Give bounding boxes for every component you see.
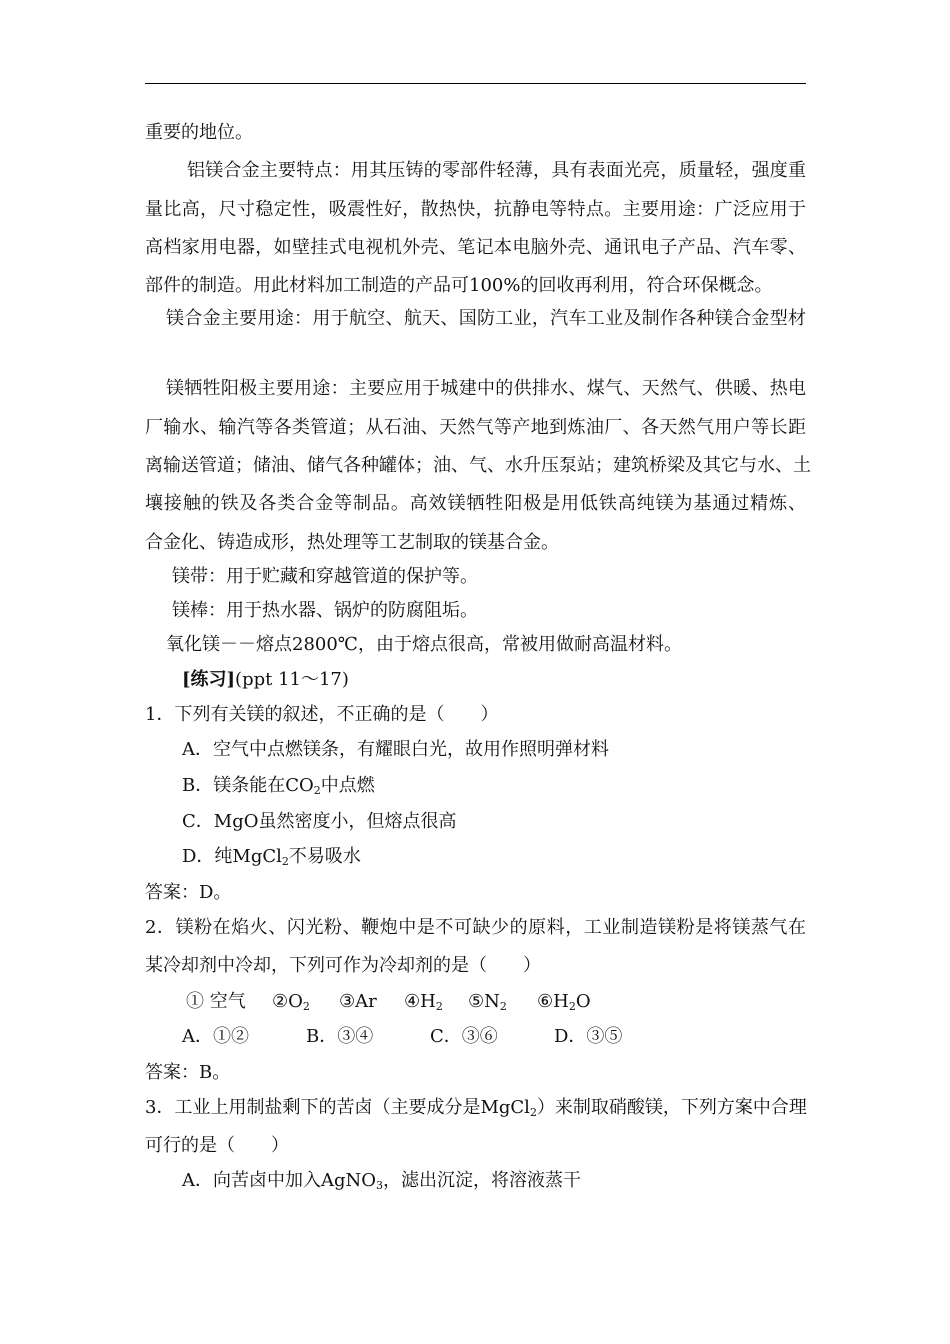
question-1-stem: 1．下列有关镁的叙述，不正确的是（ ） (145, 704, 499, 725)
paragraph-line: 离输送管道；储油、储气各种罐体；油、气、水升压泵站；建筑桥梁及其它与水、土 (145, 455, 811, 476)
paragraph-line: 氧化镁－－熔点2800℃，由于熔点很高，常被用做耐高温材料。 (166, 634, 682, 655)
q1-answer: 答案：D。 (145, 882, 232, 903)
paragraph-line: 镁牺牲阳极主要用途：主要应用于城建中的供排水、煤气、天然气、供暖、热电 (166, 378, 806, 399)
paragraph-line: 高档家用电器，如壁挂式电视机外壳、笔记本电脑外壳、通讯电子产品、汽车零、 (145, 237, 806, 258)
paragraph-line: 量比高，尺寸稳定性，吸震性好，散热快，抗静电等特点。主要用途：广泛应用于 (145, 199, 806, 220)
paragraph-line: 镁合金主要用途：用于航空、航天、国防工业，汽车工业及制作各种镁合金型材 (166, 308, 806, 329)
exercise-heading (182, 668, 349, 692)
q1-option-b: B．镁条能在$CO_2$中点燃 (182, 775, 375, 797)
q3-option-a: A．向苦卤中加入AgNO$_3$，滤出沉淀，将溶液蒸干 (182, 1170, 582, 1192)
paragraph-line: 镁带：用于贮藏和穿越管道的保护等。 (172, 566, 478, 587)
q2-item-1: ① 空气 (186, 991, 246, 1012)
q2-item-6: $⑥H_2O$ (537, 991, 591, 1013)
q1-option-a: A．空气中点燃镁条，有耀眼白光，故用作照明弹材料 (182, 739, 609, 760)
question-3-stem-cont: 可行的是（ ） (145, 1135, 289, 1156)
q2-item-2: $②O_2$ (272, 991, 310, 1013)
q2-option-a: A．①② (182, 1026, 249, 1047)
header-rule (145, 83, 806, 84)
q2-item-5: $⑤N_2$ (468, 991, 507, 1013)
question-2-stem-cont: 某冷却剂中冷却，下列可作为冷却剂的是（ ） (145, 955, 541, 976)
exercise-label: [练习] (182, 669, 236, 690)
question-2-stem: 2．镁粉在焰火、闪光粉、鞭炮中是不可缺少的原料，工业制造镁粉是将镁蒸气在 (145, 917, 806, 938)
q1-option-d: D．纯MgCl$_2$不易吸水 (182, 846, 361, 868)
q2-answer: 答案：B。 (145, 1062, 231, 1083)
exercise-ref: (ppt 11～17) (235, 669, 349, 690)
paragraph-line: 厂输水、输汽等各类管道；从石油、天然气等产地到炼油厂、各天然气用户等长距 (145, 417, 806, 438)
paragraph-line: 合金化、铸造成形，热处理等工艺制取的镁基合金。 (145, 532, 559, 553)
paragraph-line: 部件的制造。用此材料加工制造的产品可100%的回收再利用，符合环保概念。 (145, 275, 773, 296)
q2-item-4: $④H_2$ (404, 991, 443, 1013)
q2-option-d: D．③⑤ (554, 1026, 623, 1047)
paragraph-line: 镁棒：用于热水器、锅炉的防腐阻垢。 (172, 600, 478, 621)
q1-option-c: C．MgO虽然密度小，但熔点很高 (182, 811, 457, 832)
paragraph-line: 重要的地位。 (145, 122, 253, 143)
q2-option-b: B．③④ (306, 1026, 374, 1047)
q2-item-3: ③Ar (339, 991, 377, 1012)
q2-option-c: C．③⑥ (430, 1026, 498, 1047)
paragraph-line: 铝镁合金主要特点：用其压铸的零部件轻薄，具有表面光亮，质量轻，强度重 (187, 160, 806, 181)
paragraph-line: 壤接触的铁及各类合金等制品。高效镁牺牲阳极是用低铁高纯镁为基通过精炼、 (145, 493, 806, 514)
question-3-stem: 3．工业上用制盐剩下的苦卤（主要成分是MgCl$_2$）来制取硝酸镁，下列方案中合理 (145, 1097, 807, 1119)
